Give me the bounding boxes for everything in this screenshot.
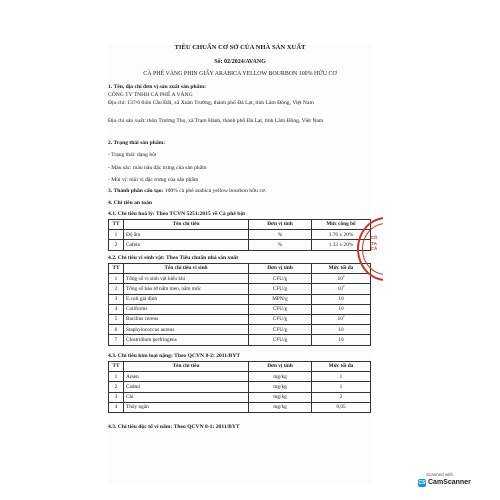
table-header: Mức tối đa <box>312 362 371 372</box>
section4-heading: 4. Chỉ tiêu an toàn <box>108 200 152 206</box>
table-header: TT <box>109 220 124 230</box>
table-cell: Coliforms <box>124 304 249 314</box>
table-cell: 3 <box>109 294 124 304</box>
microbio-table <box>108 263 371 346</box>
table-cell: 1.33 ± 20% <box>312 240 371 250</box>
document-title: TIÊU CHUẨN CƠ SỞ CỦA NHÀ SẢN XUẤT <box>174 44 306 51</box>
table-cell: Bacillus cereus <box>124 314 249 324</box>
table-cell: 1 <box>109 372 124 382</box>
section2-heading: 2. Trạng thái sản phẩm: <box>108 140 166 146</box>
table-cell: CFU/g <box>249 304 312 314</box>
table-cell: 7 <box>109 335 124 345</box>
table-cell: CFU/g <box>249 335 312 345</box>
table-cell: mg/kg <box>249 402 312 412</box>
table-cell: mg/kg <box>249 372 312 382</box>
table-row <box>109 402 371 412</box>
table-row <box>109 392 371 402</box>
table-cell: mg/kg <box>249 392 312 402</box>
table-cell: 2 <box>109 240 124 250</box>
limit-base: 10 <box>337 275 343 282</box>
section3-heading: 3. Thành phần cấu tạo: <box>108 188 164 194</box>
table-cell: Staphylococcus aureus <box>124 325 249 335</box>
table-cell: 10 <box>312 325 371 335</box>
physchem-table <box>108 219 371 251</box>
table-cell: 5 <box>109 314 124 324</box>
table-cell: 1 <box>312 372 371 382</box>
table-header-row <box>109 362 371 372</box>
document-number: Số: 02/2024/AVANG <box>214 59 266 65</box>
camscanner-watermark <box>418 470 490 490</box>
table-cell: 2 <box>312 392 371 402</box>
table-cell: E.coli giả định <box>124 294 249 304</box>
table-cell: Arsen <box>124 372 249 382</box>
table-header: Đơn vị tính <box>249 264 312 274</box>
limit-exponent: 2 <box>342 314 345 319</box>
camscanner-label: CamScanner <box>428 479 471 486</box>
table-header: Tên chỉ tiêu vi sinh <box>124 264 249 274</box>
table-cell: 1 <box>109 274 124 284</box>
company-seal <box>357 217 383 281</box>
company-name: CÔNG TY TNHH CÀ PHÊ A VÀNG <box>108 92 193 98</box>
table-header: TT <box>109 362 124 372</box>
color-line: - Màu sắc: màu nâu đặc trưng của sản phẩm <box>108 165 207 171</box>
document-page <box>108 44 372 484</box>
state-line: - Trạng thái: dạng bột <box>108 152 157 158</box>
table-cell: Cadmi <box>124 382 249 392</box>
table-row <box>109 382 371 392</box>
table-row <box>109 240 371 250</box>
section4-2-heading: 4.2. Chỉ tiêu vi sinh vật: Theo Tiêu chuẩn nhà sản xuất <box>108 255 239 261</box>
table-row <box>109 294 371 304</box>
table-cell: 3 <box>109 392 124 402</box>
table-cell: 1 <box>312 382 371 392</box>
table-cell: % <box>249 240 312 250</box>
table-cell: Tổng số vi sinh vật hiếu khí <box>124 274 249 284</box>
scanned-with-label: Scanned with <box>426 472 454 477</box>
production-address: Địa chỉ sản xuất: thôn Trường Thọ, xã Trạm Hành, thành phố Đà Lạt, tỉnh Lâm Đồng, Việt Nam <box>108 118 324 124</box>
table-cell <box>312 284 371 294</box>
table-cell: Thủy ngân <box>124 402 249 412</box>
table-header: Đơn vị tính <box>249 362 312 372</box>
table-cell: MPN/g <box>249 294 312 304</box>
seal-text: CÔ TA CÀ <box>370 235 378 251</box>
limit-exponent: 4 <box>342 273 345 278</box>
table-cell: mg/kg <box>249 382 312 392</box>
table-header: Tên chỉ tiêu <box>124 362 249 372</box>
table-cell: Cafein <box>124 240 249 250</box>
table-row <box>109 372 371 382</box>
table-cell: Độ ẩm <box>124 230 249 240</box>
table-row <box>109 274 371 284</box>
table-row <box>109 325 371 335</box>
company-address: Địa chỉ: 137/6 thôn Cầu Đất, xã Xuân Trường, thành phố Đà Lạt, tỉnh Lâm Đồng, Việt Nam <box>108 100 314 106</box>
table-row <box>109 314 371 324</box>
table-cell: 4 <box>109 402 124 412</box>
camscanner-logo-icon: CS <box>418 480 426 486</box>
table-cell: CFU/g <box>249 325 312 335</box>
smell-line: - Mùi vị: mùi vị đặc trưng của sản phẩm <box>108 177 199 183</box>
table-row <box>109 230 371 240</box>
table-header: Mức công bố <box>312 220 371 230</box>
section1-heading: 1. Tên, địa chỉ đơn vị sản xuất sản phẩm: <box>108 84 206 90</box>
table-cell: Chì <box>124 392 249 402</box>
table-cell: CFU/g <box>249 314 312 324</box>
table-cell: 4 <box>109 304 124 314</box>
limit-base: 10 <box>337 285 343 292</box>
table-cell: 0,05 <box>312 402 371 412</box>
table-cell: Tổng số bào tử nấm men, nấm mốc <box>124 284 249 294</box>
table-header: Tên chỉ tiêu <box>124 220 249 230</box>
table-cell: 6 <box>109 325 124 335</box>
section4-1-heading: 4.1. Chỉ tiêu hoá lý: Theo TCVN 5251:2015 về Cà phê bột <box>108 211 246 217</box>
table-cell: 10 <box>312 335 371 345</box>
section4-3-heading: 4.3. Chỉ tiêu kim loại nặng: Theo QCVN 8-2: 2011/BYT <box>108 353 241 359</box>
heavy-metal-table <box>108 361 371 413</box>
table-cell: 2 <box>109 284 124 294</box>
section4-4-heading: 4.3. Chỉ tiêu độc tố vi nấm: Theo QCVN 8-1: 2011/BYT <box>108 424 240 430</box>
table-cell: CFU/g <box>249 284 312 294</box>
table-row <box>109 335 371 345</box>
table-cell: 10 <box>312 294 371 304</box>
table-row <box>109 284 371 294</box>
table-header: TT <box>109 264 124 274</box>
section3-value: 100% cà phê arabica yellow bourbon hữu cơ. <box>164 188 267 194</box>
table-cell: 1.76 ± 20% <box>312 230 371 240</box>
table-cell: CFU/g <box>249 274 312 284</box>
table-header: Mức tối đa <box>312 264 371 274</box>
table-header-row <box>109 220 371 230</box>
table-cell: 1 <box>109 230 124 240</box>
limit-base: 10 <box>337 316 343 323</box>
limit-exponent: 2 <box>342 284 345 288</box>
table-cell: Clostridium perfringens <box>124 335 249 345</box>
table-row <box>109 304 371 314</box>
table-cell: 2 <box>109 382 124 392</box>
section3-line <box>108 188 266 195</box>
table-cell: 10 <box>312 304 371 314</box>
table-cell: % <box>249 230 312 240</box>
table-header: Đơn vị tính <box>249 220 312 230</box>
product-name: CÀ PHÊ VÀNG PHIN GIẤY ARABICA YELLOW BOURBON 100% HỮU CƠ <box>143 71 337 77</box>
table-header-row <box>109 264 371 274</box>
table-cell <box>312 314 371 324</box>
